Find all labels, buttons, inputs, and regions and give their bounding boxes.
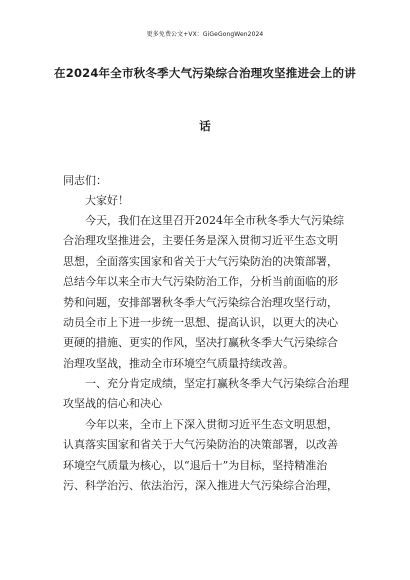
section-heading-line: 攻坚战的信心和决心	[63, 397, 162, 411]
paragraph-2	[63, 415, 353, 497]
paragraph-line: 今年以来，全市上下深入贯彻习近平生态文明思想，	[85, 418, 338, 431]
salutation-text: 同志们：	[63, 174, 107, 187]
paragraph-line: 总结今年以来全市大气污染防治工作，分析当前面临的形	[63, 275, 338, 289]
paragraph-line: 今天，我们在这里召开2024年全市秋冬季大气污染综	[85, 214, 344, 227]
paragraph-line: 思想，全面落实国家和省关于大气污染防治的决策部署，	[63, 254, 338, 268]
greeting	[63, 191, 353, 211]
greeting-text: 大家好！	[85, 194, 129, 207]
paragraph-line: 势和问题，安排部署秋冬季大气污染综合治理攻坚行动，	[63, 295, 338, 309]
paragraph-line: 环境空气质量为核心，以“退后十”为目标，坚持精准治	[63, 458, 328, 472]
paragraph-line: 更硬的措施、更实的作风，坚决打赢秋冬季大气污染综合	[63, 336, 338, 350]
paragraph-line: 合治理攻坚推进会，主要任务是深入贯彻习近平生态文明	[63, 234, 338, 248]
header-note: 更多免费公文+VX：GiGeGongWen2024	[146, 31, 264, 38]
paragraph-1	[63, 211, 353, 374]
section-heading-line: 一、充分肯定成绩，坚定打赢秋冬季大气污染综合治理	[85, 377, 349, 390]
paragraph-line: 治理攻坚战，推动全市环境空气质量持续改善。	[63, 356, 294, 370]
paragraph-line: 动员全市上下进一步统一思想、提高认识，以更大的决心	[63, 316, 338, 330]
paragraph-line: 污、科学治污、依法治污，深入推进大气污染综合治理，	[63, 479, 338, 493]
paragraph-line: 认真落实国家和省关于大气污染防治的决策部署，以改善	[63, 438, 338, 452]
document-title-line-2: 话	[199, 119, 211, 133]
document-title-line-1: 在2024年全市秋冬季大气污染综合治理攻坚推进会上的讲	[54, 66, 356, 80]
section-heading-1	[63, 374, 353, 415]
salutation	[63, 171, 353, 191]
